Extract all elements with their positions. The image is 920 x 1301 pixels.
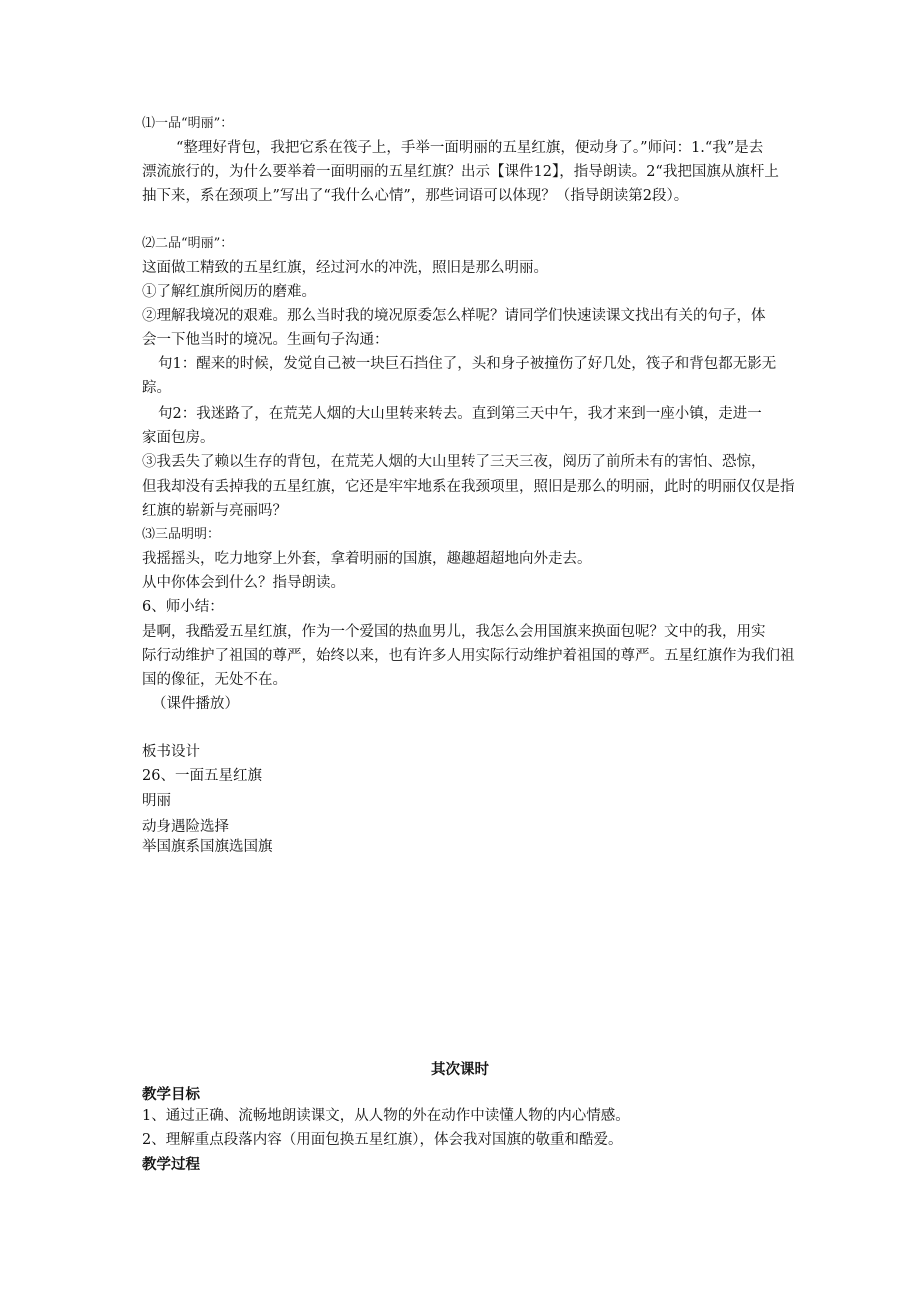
paragraph-line: 红旗的崭新与亮丽吗？ [142, 503, 287, 519]
paragraph-line: 会一下他当时的境况。生画句子沟通： [142, 332, 389, 348]
paragraph-line: 际行动维护了祖国的尊严，始终以来，也有许多人用实际行动维护着祖国的尊严。五星红旗作为我们祖 [142, 648, 795, 664]
section-heading-2: ⑵二品“明丽”： [142, 236, 234, 251]
board-line: 明丽 [142, 793, 171, 809]
paragraph-line: 是啊，我酷爱五星红旗，作为一个爱国的热血男儿，我怎么会用国旗来换面包呢？文中的我，用实 [142, 624, 766, 640]
board-title: 26、一面五星红旗 [142, 768, 262, 784]
paragraph-line: ①了解红旗所阅历的磨难。 [142, 284, 316, 300]
goal-item: 1、通过正确、流畅地朗读课文，从人物的外在动作中读懂人物的内心情感。 [142, 1108, 630, 1124]
lesson-title: 其次课时 [431, 1061, 489, 1078]
summary-heading: 6、师小结： [142, 599, 224, 615]
paragraph-line: 家面包房。 [142, 430, 215, 446]
paragraph-line: 国的像征，无处不在。 [142, 672, 287, 688]
paragraph-line: 从中你体会到什么？指导朗读。 [142, 575, 345, 591]
courseware-note: （课件播放） [152, 696, 239, 712]
board-design-heading: 板书设计 [142, 744, 200, 760]
paragraph-line: 但我却没有丢掉我的五星红旗，它还是牢牢地系在我颈项里，照旧是那么的明丽，此时的明丽仅仅是指 [142, 479, 795, 495]
paragraph-line: ③我丢失了赖以生存的背包，在荒芜人烟的大山里转了三天三夜，阅历了前所未有的害怕、恐惊， [142, 454, 766, 470]
paragraph-line: 我摇摇头，吃力地穿上外套，拿着明丽的国旗，趣趣超超地向外走去。 [142, 551, 592, 567]
paragraph-line: 抽下来，系在颈项上”写出了“我什么心情”，那些词语可以体现？（指导朗读第2段）。 [142, 188, 689, 204]
section-heading-1: ⑴一品“明丽”： [142, 116, 234, 131]
section-heading-3: ⑶三品明明： [142, 527, 221, 542]
paragraph-line: 这面做工精致的五星红旗，经过河水的冲洗，照旧是那么明丽。 [142, 260, 548, 276]
paragraph-line: “整理好背包，我把它系在筏子上，手举一面明丽的五星红旗，便动身了。”师问：1.“我”是去 [176, 140, 764, 156]
quote-sentence-1: 句1：醒来的时候，发觉自己被一块巨石挡住了，头和身子被撞伤了好几处，筏子和背包都无影无 [158, 356, 777, 372]
teaching-process-heading: 教学过程 [142, 1156, 200, 1173]
board-line: 动身遇险选择 [142, 819, 229, 835]
board-line: 举国旗系国旗选国旗 [142, 839, 273, 855]
quote-sentence-2: 句2：我迷路了，在荒芜人烟的大山里转来转去。直到第三天中午，我才来到一座小镇，走进一 [158, 406, 762, 422]
teaching-goals-heading: 教学目标 [142, 1086, 200, 1103]
goal-item: 2、理解重点段落内容（用面包换五星红旗），体会我对国旗的敬重和酷爱。 [142, 1132, 623, 1148]
paragraph-line: ②理解我境况的艰难。那么当时我的境况原委怎么样呢？请同学们快速读课文找出有关的句子，体 [142, 308, 766, 324]
paragraph-line: 踪。 [142, 380, 171, 396]
paragraph-line: 漂流旅行的，为什么要举着一面明丽的五星红旗？出示【课件12】，指导朗读。2“我把国旗从旗杆上 [142, 164, 779, 180]
